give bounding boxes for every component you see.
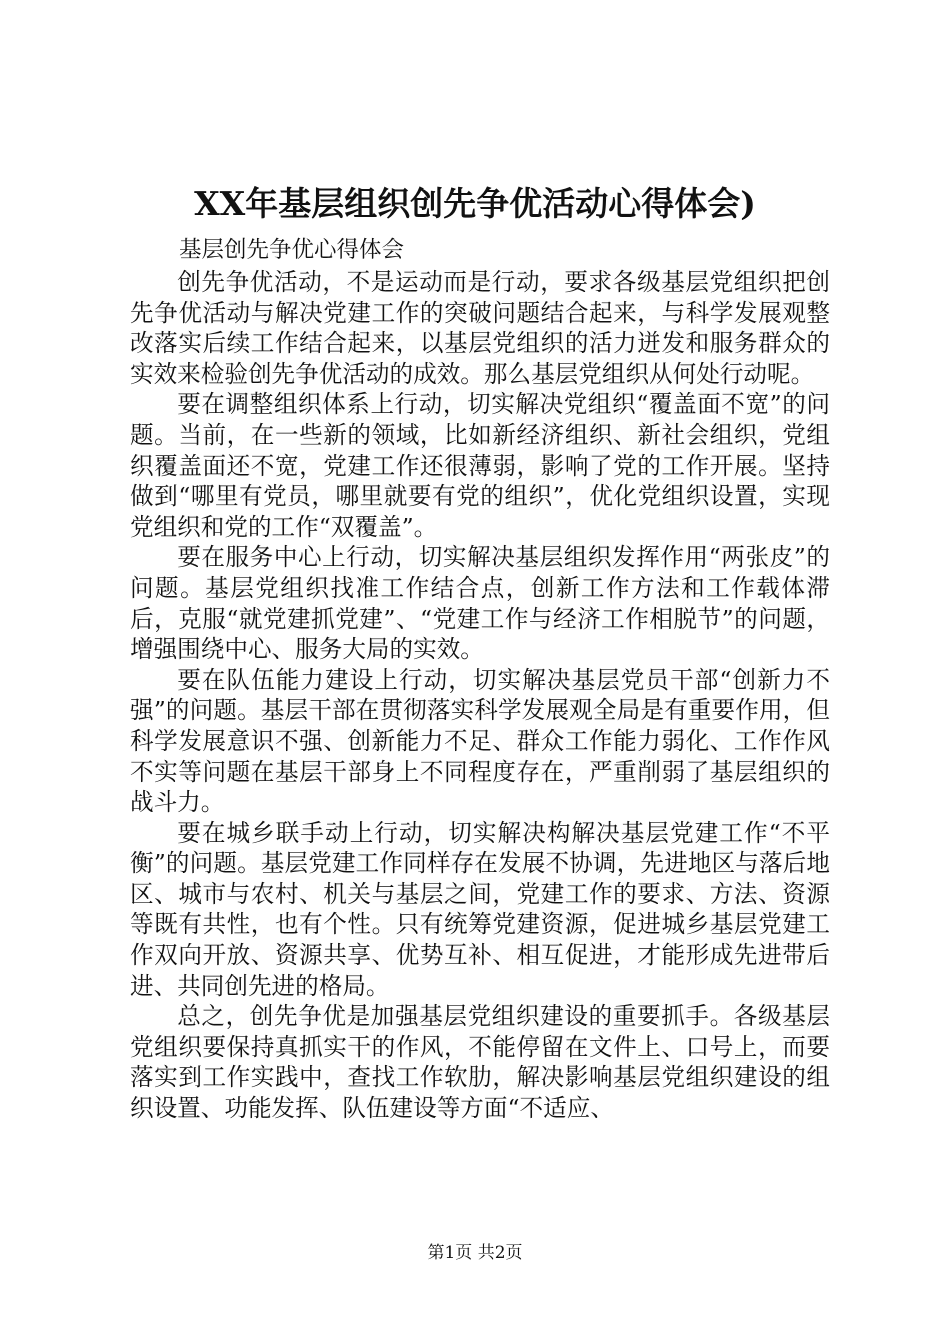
paragraph: 要在队伍能力建设上行动，切实解决基层党员干部“创新力不强”的问题。基层干部在贯彻落实科学发展观全局是有重要作用，但科学发展意识不强、创新能力不足、群众工作能力弱化、工作作风不实等问题在基层干部身上不同程度存在，严重削弱了基层组织的战斗力。 — [130, 665, 830, 817]
document-subtitle: 基层创先争优心得体会 — [179, 237, 405, 263]
paragraph: 创先争优活动，不是运动而是行动，要求各级基层党组织把创先争优活动与解决党建工作的突破问题结合起来，与科学发展观整改落实后续工作结合起来，以基层党组织的活力迸发和服务群众的实效来检验创先争优活动的成效。那么基层党组织从何处行动呢。 — [130, 268, 830, 388]
paragraph: 总之，创先争优是加强基层党组织建设的重要抓手。各级基层党组织要保持真抓实干的作风，不能停留在文件上、口号上，而要落实到工作实践中，查找工作软肋，解决影响基层党组织建设的组织设置、功能发挥、队伍建设等方面“不适应、 — [130, 1002, 830, 1123]
paragraph: 要在调整组织体系上行动，切实解决党组织“覆盖面不宽”的问题。当前，在一些新的领域，比如新经济组织、新社会组织，党组织覆盖面还不宽，党建工作还很薄弱，影响了党的工作开展。坚持做到“哪里有党员，哪里就要有党的组织”，优化党组织设置，实现党组织和党的工作“双覆盖”。 — [130, 390, 830, 541]
paragraph: 要在城乡联手动上行动，切实解决构解决基层党建工作“不平衡”的问题。基层党建工作同样存在发展不协调，先进地区与落后地区、城市与农村、机关与基层之间，党建工作的要求、方法、资源等既有共性，也有个性。只有统筹党建资源，促进城乡基层党建工作双向开放、资源共享、优势互补、相互促进，才能形成先进带后进、共同创先进的格局。 — [130, 818, 830, 1000]
document-title: XX年基层组织创先争优活动心得体会) — [194, 184, 756, 223]
paragraph: 要在服务中心上行动，切实解决基层组织发挥作用“两张皮”的问题。基层党组织找准工作结合点，创新工作方法和工作载体滞后，克服“就党建抓党建”、“党建工作与经济工作相脱节”的问题，增强围绕中心、服务大局的实效。 — [130, 543, 830, 664]
document-body — [130, 234, 830, 1124]
page-number-footer: 第1页 共2页 — [427, 1243, 523, 1263]
